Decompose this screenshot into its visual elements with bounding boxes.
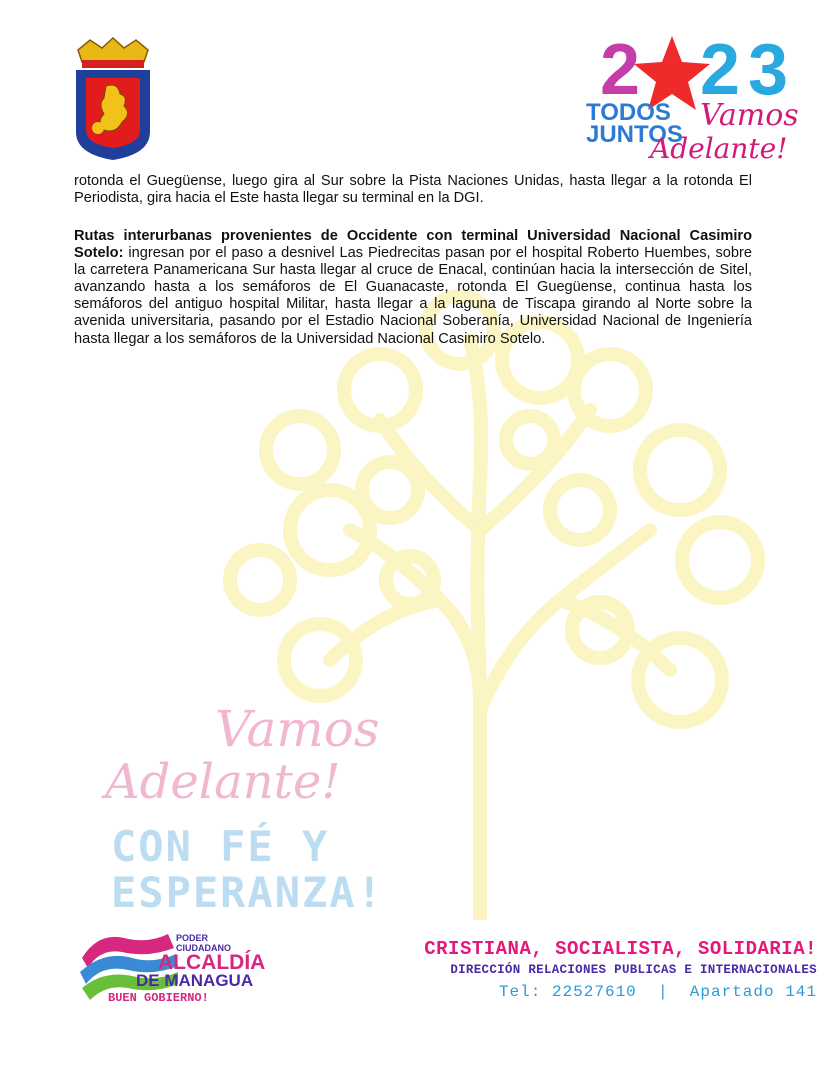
todos-juntos-2023-logo xyxy=(568,30,820,180)
alcaldia-title: ALCALDÍA xyxy=(158,951,266,974)
logo-juntos: JUNTOS xyxy=(586,121,683,148)
alcaldia-poder: PODER xyxy=(176,933,209,943)
footer-contact: Tel: 22527610 | Apartado 141 xyxy=(498,983,817,1001)
logo-script-vamos: Vamos xyxy=(700,98,799,133)
alcaldia-managua-logo xyxy=(78,928,278,1010)
paragraph-2-text: ingresan por el paso a desnivel Las Piedrecitas pasan por el hospital Roberto Huembes, sobre la carretera Panamericana Sur hasta llegar al cruce de Enacal, continúan hacia la intersección de Sitel, avanzando hasta a los semáforos de El Guanacaste, rotonda El Guegüense, continua hasta los semáforos del antiguo hospital Militar, hasta llegar a la laguna de Tiscapa girando al Norte sobre la avenida universitaria, pasando por el Estadio Nacional Soberanía, Universidad Nacional de Ingeniería hasta llegar a los semáforos de la Universidad Nacional Casimiro Sotelo. xyxy=(74,245,752,347)
alcaldia-buen-gobierno: BUEN GOBIERNO! xyxy=(108,991,209,1005)
slogan-script-vamos: Vamos xyxy=(215,700,380,758)
logo-todos: TODOS xyxy=(586,99,671,126)
paragraph-2 xyxy=(74,228,752,348)
managua-coat-of-arms-icon xyxy=(70,36,156,162)
slogan-script-adelante: Adelante! xyxy=(105,754,341,810)
logo-digit-2b: 2 xyxy=(700,30,739,110)
slogan-con-fe: CON FÉ Y xyxy=(111,822,330,871)
footer-motto: CRISTIANA, SOCIALISTA, SOLIDARIA! xyxy=(424,938,817,960)
paragraph-1: rotonda el Guegüense, luego gira al Sur sobre la Pista Naciones Unidas, hasta llegar a la rotonda El Periodista, gira hacia el Este hasta llegar su terminal en la DGI. xyxy=(74,173,752,207)
alcaldia-ciudadano: CIUDADANO xyxy=(176,943,231,953)
logo-digit-2a: 2 xyxy=(600,30,639,110)
logo-digit-3: 3 xyxy=(748,30,787,110)
logo-script-adelante: Adelante! xyxy=(650,132,788,165)
slogan-watermark xyxy=(105,700,465,920)
alcaldia-managua: DE MANAGUA xyxy=(136,971,254,990)
slogan-esperanza: ESPERANZA! xyxy=(111,868,384,917)
paragraph-2-heading: Rutas interurbanas provenientes de Occidente con terminal Universidad Nacional Casimiro Sotelo: xyxy=(74,228,752,262)
footer-department: DIRECCIÓN RELACIONES PUBLICAS E INTERNACIONALES xyxy=(450,963,817,977)
